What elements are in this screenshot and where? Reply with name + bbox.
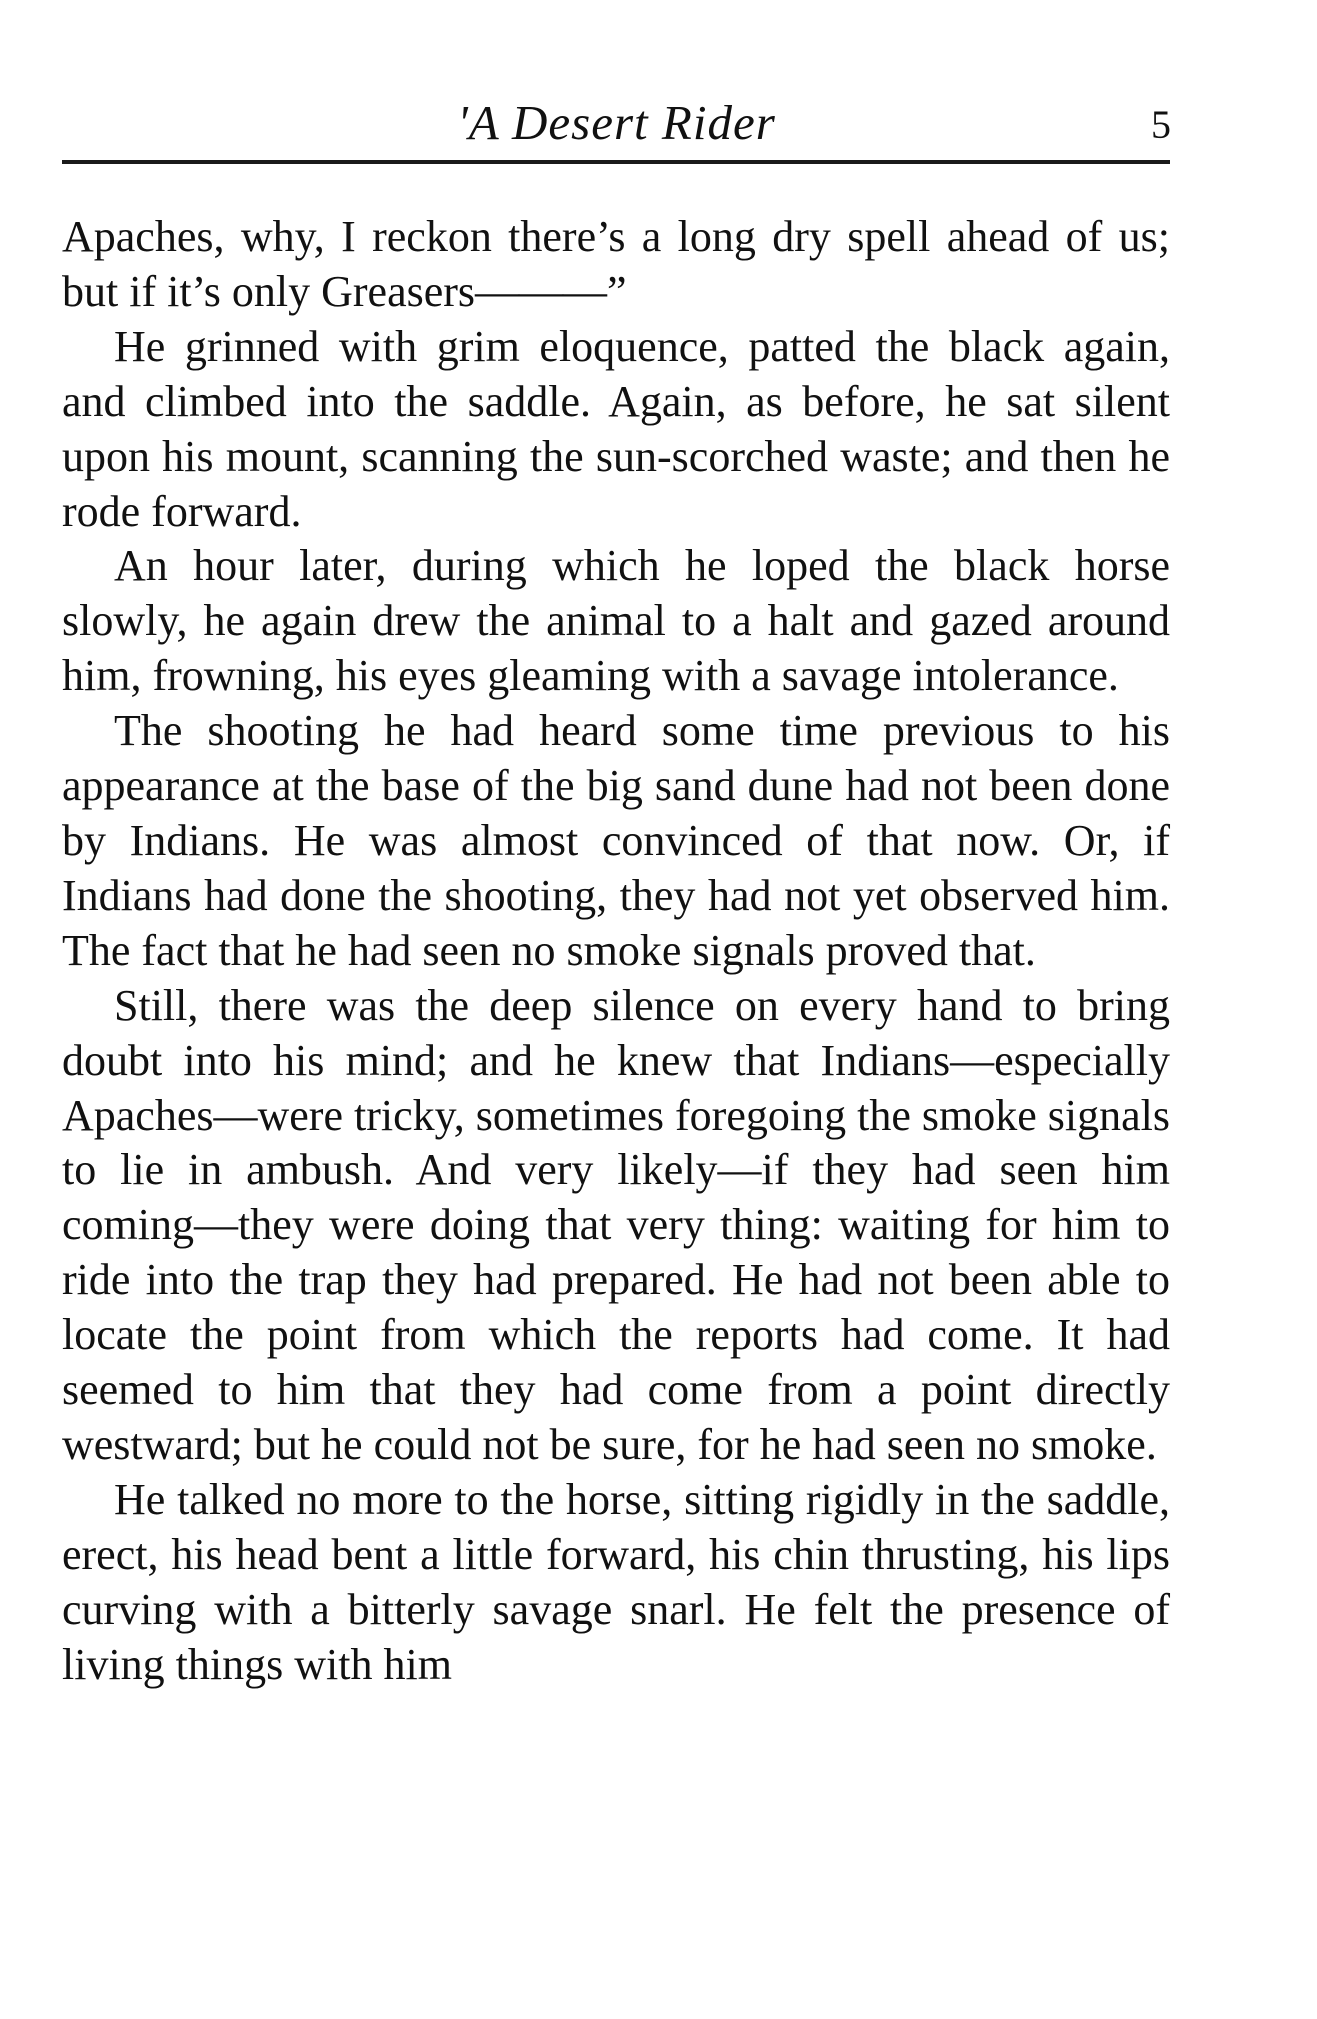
header-rule [62, 160, 1170, 164]
paragraph: He grinned with grim eloquence, patted the black again, and climbed into the saddle. Again, as before, he sat silent upon his mount, scanning the sun-scorched waste; and then he rode forward. [62, 321, 1170, 536]
paragraph: Apaches, why, I reckon there’s a long dry spell ahead of us; but if it’s only Greasers———” [62, 212, 1170, 316]
page-number: 5 [1151, 102, 1171, 147]
paragraph: An hour later, during which he loped the black horse slowly, he again drew the animal to a halt and gazed around him, frowning, his eyes gleaming with a savage intolerance. [62, 541, 1170, 701]
paragraph: The shooting he had heard some time previous to his appearance at the base of the big sand dune had not been done by Indians. He was almost convinced of that now. Or, if Indians had done the shooting, they had not yet observed him. The fact that he had seen no smoke signals proved that. [62, 706, 1170, 975]
running-title: 'A Desert Rider [457, 95, 776, 150]
body-text [62, 210, 1170, 1692]
paragraph: Still, there was the deep silence on every hand to bring doubt into his mind; and he knew that Indians—especially Apaches—were tricky, sometimes foregoing the smoke signals to lie in ambush. And very likely—if they had seen him coming—they were doing that very thing: waiting for him to ride into the trap they had prepared. He had not been able to locate the point from which the reports had come. It had seemed to him that they had come from a point directly westward; but he could not be sure, for he had seen no smoke. [62, 980, 1170, 1469]
running-head [62, 92, 1171, 154]
paragraph: He talked no more to the horse, sitting rigidly in the saddle, erect, his head bent a little forward, his chin thrusting, his lips curving with a bitterly savage snarl. He felt the presence of living things with him [62, 1474, 1170, 1689]
